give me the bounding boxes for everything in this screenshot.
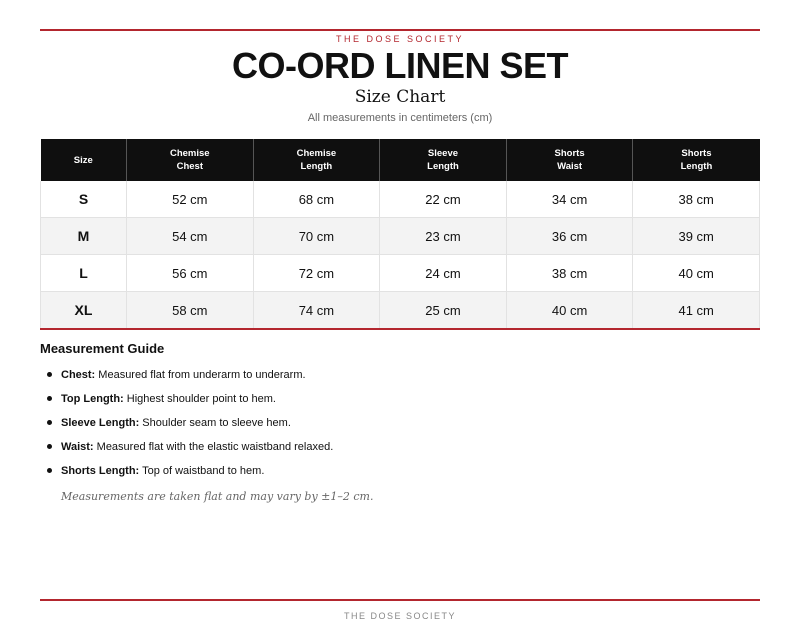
table-cell: 40 cm bbox=[506, 292, 633, 330]
size-cell: L bbox=[41, 255, 127, 292]
table-cell: 34 cm bbox=[506, 181, 633, 218]
table-cell: 40 cm bbox=[633, 255, 760, 292]
bullet-icon bbox=[47, 396, 52, 401]
guide-text: Measured flat with the elastic waistband relaxed. bbox=[93, 441, 334, 453]
table-cell: 72 cm bbox=[253, 255, 380, 292]
measurement-guide-list bbox=[40, 367, 333, 487]
guide-term: Top Length: bbox=[61, 393, 124, 405]
table-cell: 39 cm bbox=[633, 218, 760, 255]
table-header-row bbox=[41, 139, 760, 181]
table-row bbox=[41, 181, 760, 218]
list-item bbox=[40, 463, 333, 487]
table-cell: 41 cm bbox=[633, 292, 760, 330]
size-cell: M bbox=[41, 218, 127, 255]
top-rule bbox=[40, 29, 760, 31]
table-cell: 68 cm bbox=[253, 181, 380, 218]
size-cell: S bbox=[41, 181, 127, 218]
header-chemise-chest: Chemise Chest bbox=[127, 139, 254, 181]
list-item bbox=[40, 439, 333, 463]
table-row bbox=[41, 218, 760, 255]
table-cell: 58 cm bbox=[127, 292, 254, 330]
table-cell: 74 cm bbox=[253, 292, 380, 330]
header-size: Size bbox=[41, 139, 127, 181]
guide-term: Chest: bbox=[61, 369, 96, 381]
page-subtitle: Size Chart bbox=[354, 87, 446, 107]
list-item bbox=[40, 367, 333, 391]
guide-text: Shoulder seam to sleeve hem. bbox=[139, 417, 291, 429]
bullet-icon bbox=[47, 444, 52, 449]
table-cell: 23 cm bbox=[380, 218, 507, 255]
bottom-rule bbox=[40, 599, 760, 601]
guide-text: Highest shoulder point to hem. bbox=[123, 393, 276, 405]
header-shorts-length: Shorts Length bbox=[633, 139, 760, 181]
brand-name: THE DOSE SOCIETY bbox=[335, 34, 464, 44]
table-cell: 52 cm bbox=[127, 181, 254, 218]
list-item bbox=[40, 415, 333, 439]
page-title: CO-ORD LINEN SET bbox=[231, 45, 568, 86]
bullet-icon bbox=[47, 420, 52, 425]
bullet-icon bbox=[47, 468, 52, 473]
guide-term: Waist: bbox=[61, 441, 94, 453]
header-sleeve-length: Sleeve Length bbox=[380, 139, 507, 181]
table-cell: 36 cm bbox=[506, 218, 633, 255]
guide-term: Shorts Length: bbox=[61, 465, 140, 477]
bullet-icon bbox=[47, 372, 52, 377]
table-cell: 56 cm bbox=[127, 255, 254, 292]
table-cell: 25 cm bbox=[380, 292, 507, 330]
footer-brand: THE DOSE SOCIETY bbox=[343, 611, 456, 621]
list-item bbox=[40, 391, 333, 415]
size-cell: XL bbox=[41, 292, 127, 330]
table-cell: 22 cm bbox=[380, 181, 507, 218]
header-shorts-waist: Shorts Waist bbox=[506, 139, 633, 181]
table-cell: 38 cm bbox=[633, 181, 760, 218]
table-cell: 54 cm bbox=[127, 218, 254, 255]
table-cell: 24 cm bbox=[380, 255, 507, 292]
guide-text: Measured flat from underarm to underarm. bbox=[95, 369, 306, 381]
guide-text: Top of waistband to hem. bbox=[139, 465, 265, 477]
header-chemise-length: Chemise Length bbox=[253, 139, 380, 181]
measurement-guide-heading: Measurement Guide bbox=[40, 341, 165, 356]
guide-term: Sleeve Length: bbox=[61, 417, 140, 429]
table-row bbox=[41, 255, 760, 292]
table-cell: 70 cm bbox=[253, 218, 380, 255]
units-note: All measurements in centimeters (cm) bbox=[307, 112, 493, 124]
size-chart-table bbox=[40, 139, 760, 330]
measurement-disclaimer: Measurements are taken flat and may vary by ±1–2 cm. bbox=[61, 490, 374, 503]
table-cell: 38 cm bbox=[506, 255, 633, 292]
table-row bbox=[41, 292, 760, 330]
